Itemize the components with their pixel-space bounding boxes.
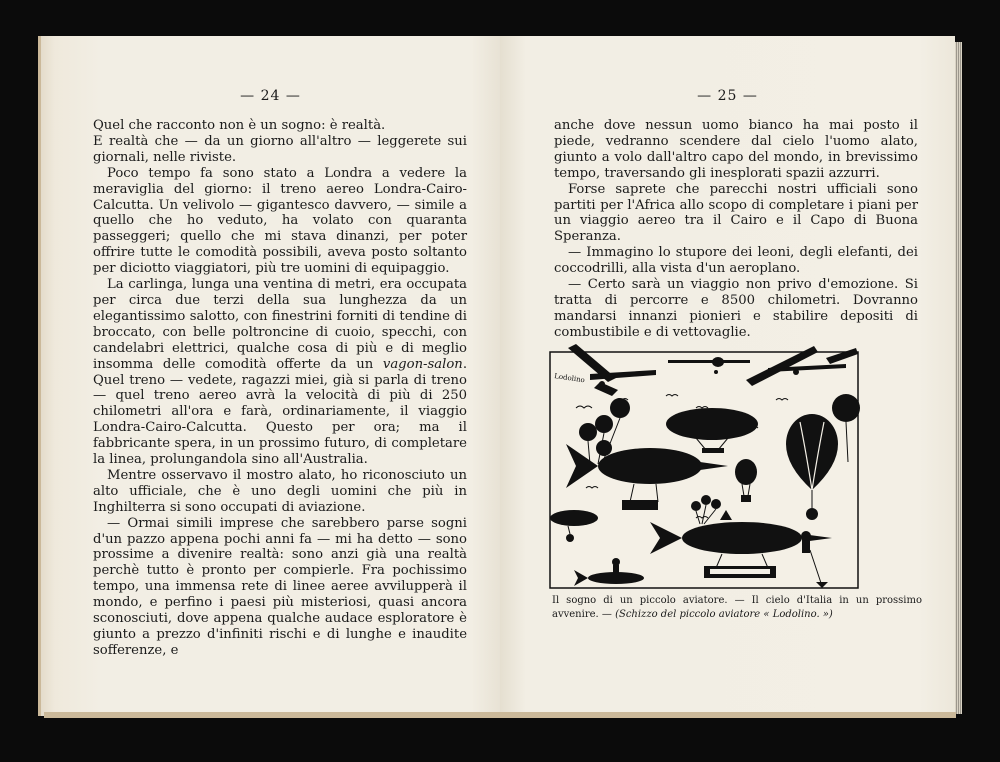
book-cover-edge [44,712,956,718]
paragraph: Poco tempo fa sono stato a Londra a vedere la meraviglia del giorno: il treno aereo Londra-Cairo-Calcutta. Un velivolo — gigantesco davvero, — simile a quello che ho veduto, ha volato con quaranta passeggeri; quello che mi stava dinanzi, per poter offrire tutte le comodità possibili, aveva posto soltanto per diciotto viaggiatori, più tre uomini di equipaggio. [93,165,467,277]
paragraph: Quel che racconto non è un sogno: è realtà. [93,118,386,133]
page-text [93,118,467,659]
paragraph: Forse saprete che parecchi nostri ufficiali sono partiti per l'Africa allo scopo di completare i piani per un viaggio aereo tra il Cairo e il Capo di Buona Speranza. [554,181,918,245]
open-book [38,36,962,720]
illustration-caption [552,594,922,622]
page-number: — 25 — [697,88,758,104]
caption-credit: (Schizzo del piccolo aviatore « Lodolino. ») [615,609,833,620]
italic-term: vagon-salon [382,356,463,372]
paragraph: anche dove nessun uomo bianco ha mai posto il piede, vedranno scendere dal cielo l'uomo alato, giunto a volo dall'altro capo del mondo, in brevissimo tempo, traversando gli inesplorati spazii azzurri. [554,118,918,181]
paragraph: Mentre osservavo il mostro alato, ho riconosciuto un alto ufficiale, che è uno degli uomini che più in Inghilterra si sono occupati di aviazione. [93,467,467,515]
paragraph: — Ormai simili imprese che sarebbero parse sogni d'un pazzo appena pochi anni fa — mi ha detto — sono prossime a divenire realtà: sono anzi già una realtà perchè tutto è pronto per compierle. Fra pochissimo tempo, una immensa rete di linee aeree avvilupperà il mondo, e perfino i paesi più misteriosi, quasi ancora sconosciuti, dove appena qualche audace esploratore è giunto a prezzo d'infiniti rischi e di lunghe e inaudite sofferenze, e [93,515,467,658]
paragraph: E realtà che — da un giorno all'altro — leggerete sui giornali, nelle riviste. [93,133,467,165]
page-stack-edge [955,42,962,714]
artist-signature: Lodolino [553,372,586,385]
paragraph: — Certo sarà un viaggio non privo d'emozione. Si tratta di percorre e 8500 chilometri. Dovranno mandarsi innanzi pionieri e stabilire depositi di combustibile e di vettovaglie. [554,277,918,340]
page-number: — 24 — [240,88,301,104]
paragraph [93,277,467,468]
paragraph: — Immagino lo stupore dei leoni, degli elefanti, dei coccodrilli, alla vista d'un aeroplano. [554,245,918,277]
right-page [500,36,955,716]
paragraph-text: . Quel treno — vedete, ragazzi miei, già si parla di treno — quel treno aereo avrà la velocità di più di 250 chilometri all'ora e farà, ordinariamente, il viaggio Londra-Cairo-Calcutta. Questo per ora; ma il fabbricante spera, in un prossimo futuro, di completare la linea, prolungandola sino all'Australia. [93,356,468,468]
paragraph-text: La carlinga, lunga una ventina di metri, era occupata per circa due terzi della sua lunghezza da un elegantissimo salotto, con finestrini forniti di tendine di broccato, con belle poltroncine di cuoio, specchi, con candelabri elettrici, qualche cosa di più e di meglio insomma delle comodità offerte da un [93,277,467,372]
caption-text: Il sogno di un piccolo aviatore. — Il cielo d'Italia in un prossimo avvenire. — [552,595,922,620]
page-text [554,118,918,341]
left-page [38,36,500,716]
illustration-flying-machines [546,338,866,592]
